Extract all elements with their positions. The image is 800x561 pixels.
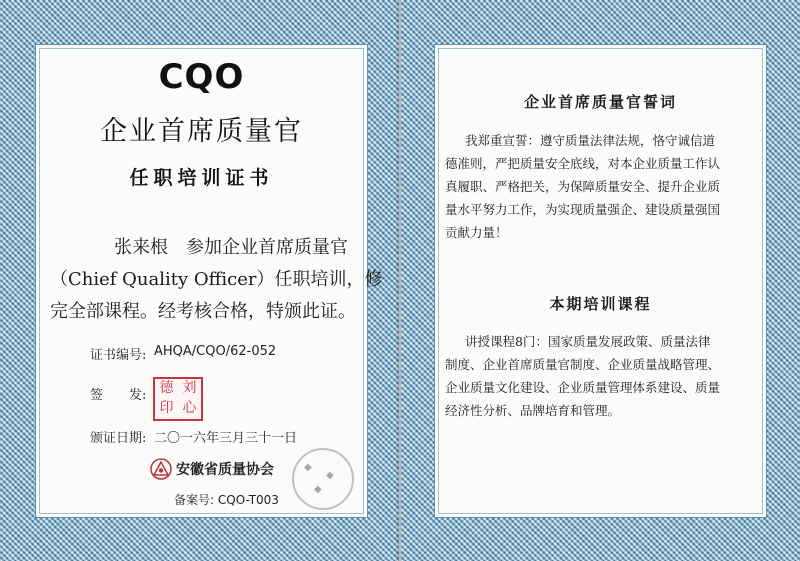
oath-title: 企业首席质量官誓词: [523, 93, 677, 111]
oath-line: 我郑重宣誓：遵守质量法律法规，恪守诚信道: [465, 133, 716, 148]
cert-number-label: 证书编号:: [90, 348, 147, 363]
course-title: 本期培训课程: [549, 295, 652, 313]
cqo-logo: CQO: [158, 57, 245, 97]
seal-char: 刘: [182, 380, 197, 396]
seal-char: 印: [159, 400, 174, 416]
course-line: 制度、企业首席质量官制度、企业质量战略管理、: [445, 357, 721, 372]
left-page-paper: [35, 44, 383, 518]
course-line: 企业质量文化建设、企业质量管理体系建设、质量: [445, 380, 721, 395]
certificate-body-line: 完全部课程。经考核合格，特颁此证。: [50, 301, 356, 322]
certificate-left-page: [0, 0, 399, 561]
seal-char: 德: [159, 380, 174, 396]
certificate-body-line: 张来根 参加企业首席质量官: [114, 237, 348, 258]
oath-line: 德准则，严把质量安全底线，对本企业质量工作认: [445, 156, 721, 171]
certificate-right-page: [401, 0, 800, 561]
oath-line: 量水平努力工作，为实现质量强企、建设质量强国: [445, 202, 721, 217]
issue-date: 二〇一六年三月三十一日: [154, 431, 298, 446]
association-stamp: ◆ ◆ ◆: [292, 448, 354, 510]
oath-line: 贡献力量！: [445, 225, 508, 240]
certificate-title: 企业首席质量官: [100, 116, 303, 147]
association-name: 安徽省质量协会: [176, 462, 274, 478]
association-logo-icon: [150, 458, 172, 480]
cert-number: AHQA/CQO/62-052: [154, 344, 277, 359]
issue-date-label: 颁证日期:: [90, 431, 147, 446]
certificate-subtitle: 任职培训证书: [129, 167, 274, 189]
certificate-body-line: （Chief Quality Officer）任职培训，修: [50, 269, 383, 290]
issuer-label: 签 发:: [90, 388, 147, 403]
record-number-line: [174, 491, 279, 508]
right-page-paper: [434, 44, 767, 518]
record-label: 备案号:: [174, 493, 215, 507]
issuer-seal: [153, 377, 203, 421]
seal-char: 心: [182, 400, 197, 416]
oath-line: 真履职、严格把关，为保障质量安全、提升企业质: [445, 179, 721, 194]
course-line: 经济性分析、品牌培育和管理。: [445, 403, 621, 418]
record-number: CQO-T003: [217, 493, 279, 507]
course-line: 讲授课程8门：国家质量发展政策、质量法律: [465, 334, 711, 349]
